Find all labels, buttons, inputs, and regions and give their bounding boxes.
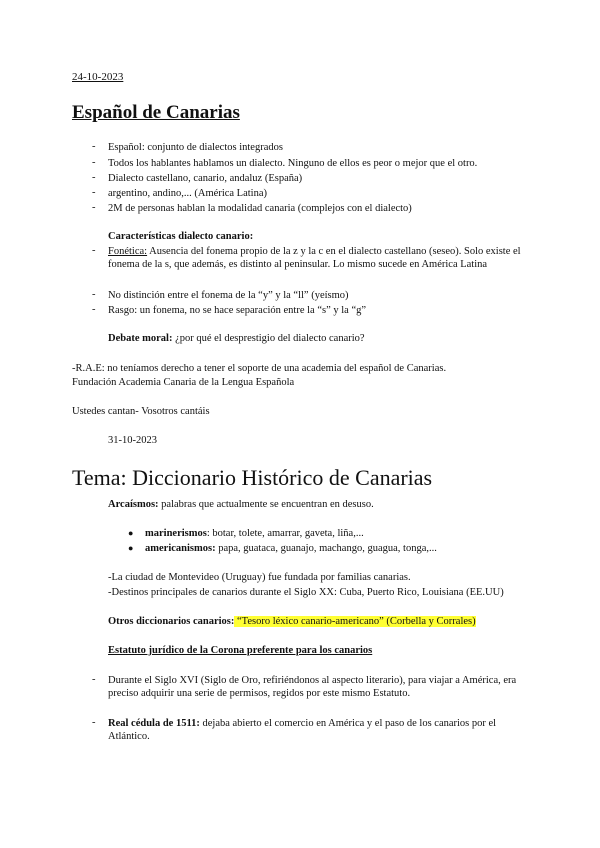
arcaismos-label: Arcaísmos: [108, 499, 159, 510]
title-diccionario-historico: Tema: Diccionario Histórico de Canarias [72, 465, 433, 490]
real-cedula-item [108, 717, 528, 743]
montevideo-line: -La ciudad de Montevideo (Uruguay) fue fundada por familias canarias. [108, 572, 411, 583]
debate-label: Debate moral: [108, 333, 173, 344]
bullet-item-marinerismos [145, 527, 364, 540]
fonetica-label: Fonética: [108, 246, 148, 257]
list-item: Rasgo: un fonema, no se hace separación entre la “s” y la “g” [108, 305, 367, 316]
bullet-label: marinerismos [145, 528, 207, 539]
fundacion-line: Fundación Academia Canaria de la Lengua Española [72, 377, 295, 388]
arcaismos-text: palabras que actualmente se encuentran en desuso. [158, 499, 374, 510]
siglo-xvi-item: Durante el Siglo XVI (Siglo de Oro, refiriéndonos al aspecto literario), para viajar a América, era preciso adquirir una serie de permisos, regidos por este mismo Estatuto. [108, 675, 517, 699]
list-item: Todos los hablantes hablamos un dialecto. Ninguno de ellos es peor o mejor que el otro. [108, 158, 478, 169]
fonetica-text: Ausencia del fonema propio de la z y la c en el dialecto castellano (seseo). Solo existe el fonema de la s, que además, es distinto al peninsular. Lo mismo sucede en América Latina [108, 246, 521, 270]
list-item: No distinción entre el fonema de la “y” y la “ll” (yeísmo) [108, 290, 349, 301]
bullet-label: americanismos: [145, 543, 216, 554]
otros-text-highlighted: “Tesoro léxico canario-americano” (Corbella y Corrales) [234, 616, 476, 627]
ustedes-line: Ustedes cantan- Vosotros cantáis [72, 406, 210, 417]
estatuto-heading: Estatuto jurídico de la Corona preferente para los canarios [108, 645, 373, 656]
bullet-icon: ● [128, 528, 134, 538]
list-dash: - [92, 289, 96, 300]
destinos-line: -Destinos principales de canarios durante el Siglo XX: Cuba, Puerto Rico, Louisiana (EE.UU) [108, 587, 504, 598]
bullet-text: papa, guataca, guanajo, machango, guagua, tonga,... [215, 543, 437, 554]
list-dash: - [92, 157, 96, 168]
caracteristicas-heading: Características dialecto canario: [108, 231, 254, 242]
date-heading-2: 31-10-2023 [108, 435, 157, 446]
debate-text: ¿por qué el desprestigio del dialecto canario? [172, 333, 365, 344]
debate-moral-line [108, 332, 365, 345]
list-dash: - [92, 245, 96, 256]
list-item: Dialecto castellano, canario, andaluz (España) [108, 173, 303, 184]
date-heading-1: 24-10-2023 [72, 71, 124, 83]
bullet-text: : botar, tolete, amarrar, gaveta, liña,... [206, 528, 364, 539]
otros-diccionarios-line [108, 615, 476, 628]
list-dash: - [92, 141, 96, 152]
rae-line: -R.A.E: no teníamos derecho a tener el soporte de una academia del español de Canarias. [72, 363, 447, 374]
list-item: argentino, andino,... (América Latina) [108, 188, 267, 199]
otros-label: Otros diccionarios canarios: [108, 616, 235, 627]
cedula-label: Real cédula de 1511: [108, 718, 200, 729]
fonetica-item [108, 245, 528, 271]
bullet-icon: ● [128, 543, 134, 553]
list-dash: - [92, 674, 96, 685]
list-dash: - [92, 202, 96, 213]
list-dash: - [92, 172, 96, 183]
arcaismos-line [108, 498, 374, 511]
cedula-text: dejaba abierto el comercio en América y el paso de los canarios por el Atlántico. [108, 718, 497, 742]
list-item: Español: conjunto de dialectos integrados [108, 142, 283, 153]
list-dash: - [92, 717, 96, 728]
list-item: 2M de personas hablan la modalidad canaria (complejos con el dialecto) [108, 203, 412, 214]
list-dash: - [92, 187, 96, 198]
bullet-item-americanismos [145, 542, 437, 555]
title-espanol-de-canarias: Español de Canarias [72, 102, 240, 123]
list-dash: - [92, 304, 96, 315]
